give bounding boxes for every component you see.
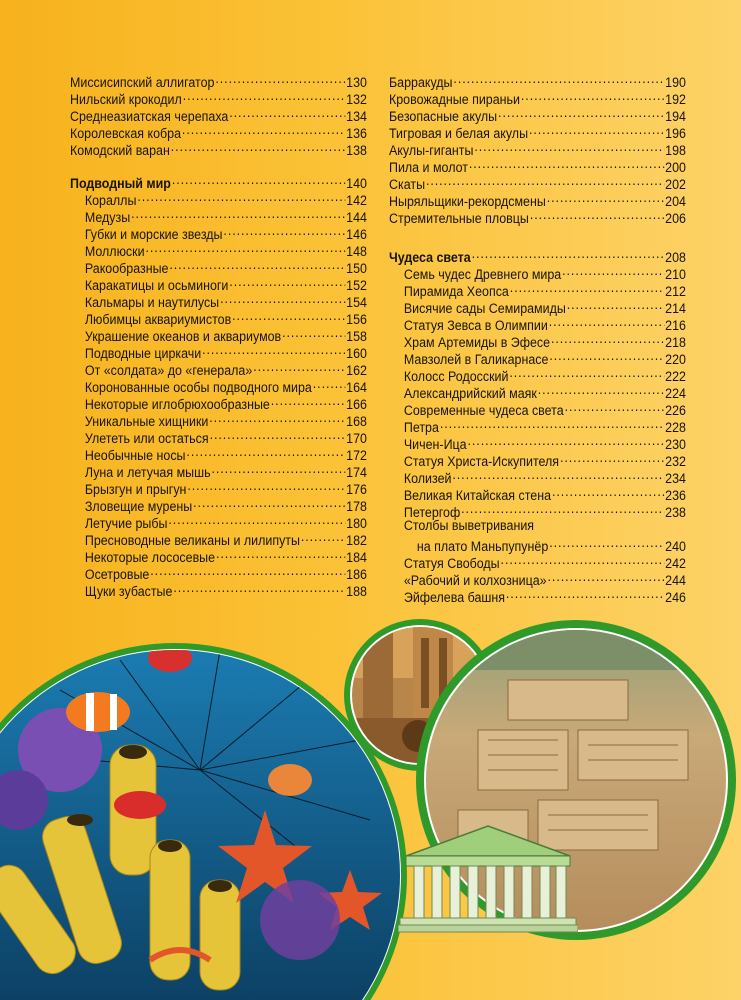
page-number: 142	[346, 193, 367, 208]
entry-title: Нильский крокодил	[70, 92, 182, 107]
page-number: 220	[665, 352, 686, 367]
page-number: 222	[665, 369, 686, 384]
toc-entry[interactable]	[70, 138, 367, 158]
entry-title: Губки и морские звезды	[84, 227, 223, 242]
dot-leader	[137, 188, 345, 205]
page-number: 154	[346, 295, 367, 310]
entry-title: Некоторые иглобрюхообразные	[84, 397, 270, 412]
dot-leader	[193, 494, 345, 511]
entry-title: Пирамида Хеопса	[403, 284, 509, 299]
dot-leader	[202, 341, 345, 358]
entry-title: «Рабочий и колхозница»	[403, 573, 547, 588]
page-number: 216	[665, 318, 686, 333]
dot-leader	[440, 415, 664, 432]
entry-title: Эйфелева башня	[403, 590, 505, 605]
dot-leader	[498, 104, 664, 121]
entry-title: Украшение океанов и аквариумов	[84, 329, 282, 344]
entry-title: Александрийский маяк	[403, 386, 537, 401]
section-entry[interactable]	[389, 245, 686, 265]
toc-entry[interactable]	[70, 392, 367, 412]
toc-entry[interactable]	[389, 279, 686, 299]
toc-entry[interactable]	[389, 398, 686, 418]
entry-title: Статуя Христа-Искупителя	[403, 454, 560, 469]
entry-title: Висячие сады Семирамиды	[403, 301, 566, 316]
page-number: 162	[346, 363, 367, 378]
page-number: 192	[665, 92, 686, 107]
page-number: 180	[346, 516, 367, 531]
dot-leader	[271, 392, 345, 409]
entry-title: Подводные циркачи	[84, 346, 202, 361]
page-number: 244	[665, 573, 686, 588]
dot-leader	[183, 87, 345, 104]
toc-entry[interactable]	[70, 205, 367, 225]
dot-leader	[501, 551, 665, 568]
dot-leader	[313, 375, 345, 392]
toc-entry[interactable]	[389, 568, 686, 588]
page-number: 178	[346, 499, 367, 514]
contents-right-column	[389, 70, 686, 605]
entry-title: Статуя Свободы	[403, 556, 500, 571]
page-number: 160	[346, 346, 367, 361]
dot-leader	[452, 466, 664, 483]
dot-leader	[232, 307, 345, 324]
dot-leader	[538, 381, 664, 398]
dot-leader	[548, 568, 665, 585]
page-number: 188	[346, 584, 367, 599]
section-entry[interactable]	[70, 171, 367, 191]
dot-leader	[220, 290, 345, 307]
entry-title: Необычные носы	[84, 448, 186, 463]
toc-entry[interactable]	[389, 483, 686, 503]
dot-leader	[210, 426, 346, 443]
dot-leader	[565, 398, 665, 415]
toc-entry[interactable]	[389, 206, 686, 226]
temple-illustration	[398, 818, 578, 933]
toc-entry[interactable]	[70, 222, 367, 242]
page-number: 130	[346, 75, 367, 90]
entry-title: Колизей	[403, 471, 452, 486]
entry-title: Петергоф	[403, 505, 461, 520]
entry-title: Великая Китайская стена	[403, 488, 552, 503]
entry-title: Осетровые	[84, 567, 150, 582]
entry-title: Статуя Зевса в Олимпии	[403, 318, 548, 333]
entry-title: Медузы	[84, 210, 131, 225]
page-number: 148	[346, 244, 367, 259]
entry-title: Пресноводные великаны и лилипуты	[84, 533, 300, 548]
entry-title: Кровожадные пираньи	[389, 92, 520, 107]
toc-entry[interactable]	[70, 511, 367, 531]
dot-leader	[562, 262, 664, 279]
section-title: Подводный мир	[70, 176, 171, 191]
entry-title: Щуки зубастые	[84, 584, 173, 599]
toc-entry[interactable]	[70, 70, 367, 90]
page-number: 190	[665, 75, 686, 90]
page-number: 156	[346, 312, 367, 327]
dot-leader	[131, 205, 345, 222]
dot-leader	[173, 579, 345, 596]
entry-title: Уникальные хищники	[84, 414, 209, 429]
page-number: 158	[346, 329, 367, 344]
toc-entry[interactable]	[70, 121, 367, 141]
dot-leader	[549, 347, 664, 364]
entry-title: Каракатицы и осьминоги	[84, 278, 229, 293]
toc-entry[interactable]	[389, 87, 686, 107]
toc-entry[interactable]	[70, 562, 367, 582]
page-number: 138	[346, 143, 367, 158]
toc-entry[interactable]	[389, 347, 686, 367]
section-title: Чудеса света	[389, 250, 471, 265]
dot-leader	[150, 562, 345, 579]
toc-entry[interactable]	[70, 256, 367, 276]
dot-leader	[549, 534, 664, 551]
toc-entry[interactable]	[70, 375, 367, 395]
entry-title: Любимцы аквариумистов	[84, 312, 232, 327]
page-number: 150	[346, 261, 367, 276]
page-number: 208	[665, 250, 686, 265]
entry-title: Луна и летучая мышь	[84, 465, 211, 480]
page-number: 136	[346, 126, 367, 141]
entry-title: Пила и молот	[389, 160, 468, 175]
page-number: 132	[346, 92, 367, 107]
toc-entry[interactable]	[70, 188, 367, 208]
entry-title: Петра	[403, 420, 439, 435]
dot-leader	[223, 222, 345, 239]
entry-title: Безопасные акулы	[389, 109, 498, 124]
dot-leader	[552, 483, 664, 500]
page-number: 202	[665, 177, 686, 192]
page-number: 246	[665, 590, 686, 605]
entry-title: Кальмары и наутилусы	[84, 295, 220, 310]
page-number: 134	[346, 109, 367, 124]
entry-title: Скаты	[389, 177, 426, 192]
entry-title: Тигровая и белая акулы	[389, 126, 529, 141]
toc-entry[interactable]	[389, 432, 686, 452]
page-number: 196	[665, 126, 686, 141]
toc-entry[interactable]	[389, 330, 686, 350]
entry-title: Колосс Родосский	[403, 369, 509, 384]
dot-leader	[145, 239, 345, 256]
dot-leader	[468, 432, 665, 449]
toc-entry[interactable]	[389, 415, 686, 435]
toc-entry[interactable]	[70, 87, 367, 107]
entry-title: Чичен-Ица	[403, 437, 467, 452]
entry-title: Некоторые лососевые	[84, 550, 216, 565]
dot-leader	[530, 206, 664, 223]
page-number: 146	[346, 227, 367, 242]
entry-title: Улететь или остаться	[84, 431, 209, 446]
dot-leader	[186, 443, 345, 460]
dot-leader	[301, 528, 345, 545]
page-number: 174	[346, 465, 367, 480]
page-number: 234	[665, 471, 686, 486]
entry-title: Моллюски	[84, 244, 145, 259]
dot-leader	[187, 477, 345, 494]
page-number: 152	[346, 278, 367, 293]
page-number: 166	[346, 397, 367, 412]
dot-leader	[509, 364, 664, 381]
dot-leader	[171, 138, 345, 155]
dot-leader	[182, 121, 345, 138]
toc-entry[interactable]	[389, 138, 686, 158]
toc-entry-multiline[interactable]	[389, 517, 686, 534]
dot-leader	[474, 138, 664, 155]
dot-leader	[426, 172, 664, 189]
page-number: 198	[665, 143, 686, 158]
page-number: 214	[665, 301, 686, 316]
toc-entry[interactable]	[70, 426, 367, 446]
page-number: 238	[665, 505, 686, 520]
entry-title: Акулы-гиганты	[389, 143, 474, 158]
toc-entry[interactable]	[70, 528, 367, 548]
entry-title: Миссисипский аллигатор	[70, 75, 215, 90]
entry-title: Мавзолей в Галикарнасе	[403, 352, 549, 367]
entry-title: Ракообразные	[84, 261, 169, 276]
page-number: 210	[665, 267, 686, 282]
page-number: 184	[346, 550, 367, 565]
page-number: 232	[665, 454, 686, 469]
page-number: 206	[665, 211, 686, 226]
dot-leader	[172, 171, 345, 188]
toc-entry[interactable]	[70, 460, 367, 480]
dot-leader	[253, 358, 345, 375]
dot-leader	[506, 585, 664, 602]
dot-leader	[521, 87, 664, 104]
page-number: 164	[346, 380, 367, 395]
dot-leader	[216, 545, 345, 562]
dot-leader	[453, 70, 664, 87]
page-number: 242	[665, 556, 686, 571]
entry-title: Королевская кобра	[70, 126, 182, 141]
entry-title: Летучие рыбы	[84, 516, 168, 531]
entry-title: Комодский варан	[70, 143, 170, 158]
entry-title: Храм Артемиды в Эфесе	[403, 335, 551, 350]
dot-leader	[209, 409, 345, 426]
entry-title: Коронованные особы подводного мира	[84, 380, 312, 395]
clownfish	[66, 692, 130, 732]
dot-leader	[551, 330, 664, 347]
page-number: 200	[665, 160, 686, 175]
page-number: 228	[665, 420, 686, 435]
entry-title: Брызгун и прыгун	[84, 482, 187, 497]
toc-entry[interactable]	[389, 262, 686, 282]
toc-entry[interactable]	[389, 381, 686, 401]
page-number: 186	[346, 567, 367, 582]
dot-leader	[169, 256, 345, 273]
page-number: 218	[665, 335, 686, 350]
toc-entry[interactable]	[389, 296, 686, 316]
dot-leader	[461, 500, 664, 517]
toc-entry[interactable]	[70, 443, 367, 463]
toc-entry[interactable]	[389, 70, 686, 90]
dot-leader	[229, 273, 345, 290]
toc-entry[interactable]	[389, 466, 686, 486]
entry-title: Барракуды	[389, 75, 453, 90]
entry-title: Семь чудес Древнего мира	[403, 267, 562, 282]
page-number: 168	[346, 414, 367, 429]
dot-leader	[472, 245, 665, 262]
toc-entry[interactable]	[389, 121, 686, 141]
toc-entry[interactable]	[389, 585, 686, 605]
page-number: 236	[665, 488, 686, 503]
toc-entry[interactable]	[389, 172, 686, 192]
toc-entry[interactable]	[70, 324, 367, 344]
toc-entry[interactable]	[70, 477, 367, 497]
entry-title: Стремительные пловцы	[389, 211, 529, 226]
page-number: 194	[665, 109, 686, 124]
toc-entry[interactable]	[389, 364, 686, 384]
page-number: 230	[665, 437, 686, 452]
page-number: 212	[665, 284, 686, 299]
page-number: 182	[346, 533, 367, 548]
toc-entry-multiline-cont[interactable]	[389, 534, 686, 554]
page-number: 172	[346, 448, 367, 463]
page-number: 170	[346, 431, 367, 446]
toc-entry[interactable]	[389, 155, 686, 175]
toc-entry[interactable]	[389, 500, 686, 520]
dot-leader	[229, 104, 345, 121]
toc-entry[interactable]	[70, 307, 367, 327]
page-number: 224	[665, 386, 686, 401]
toc-entry[interactable]	[70, 290, 367, 310]
dot-leader	[211, 460, 345, 477]
toc-entry[interactable]	[70, 579, 367, 599]
dot-leader	[549, 313, 664, 330]
contents-left-column	[70, 70, 367, 599]
page-number: 140	[346, 176, 367, 191]
dot-leader	[529, 121, 664, 138]
page-number: 176	[346, 482, 367, 497]
toc-entry[interactable]	[70, 409, 367, 429]
toc-entry[interactable]	[70, 341, 367, 361]
entry-title: Ныряльщики-рекордсмены	[389, 194, 546, 209]
toc-entry[interactable]	[70, 545, 367, 565]
entry-title-line2: на плато Маньпупунёр	[416, 539, 549, 554]
entry-title: Кораллы	[84, 193, 137, 208]
toc-entry[interactable]	[389, 551, 686, 571]
dot-leader	[567, 296, 664, 313]
toc-entry[interactable]	[70, 239, 367, 259]
toc-entry[interactable]	[389, 189, 686, 209]
page-number: 240	[665, 539, 686, 554]
toc-entry[interactable]	[70, 273, 367, 293]
toc-entry[interactable]	[70, 494, 367, 514]
dot-leader	[469, 155, 664, 172]
dot-leader	[282, 324, 345, 341]
toc-entry[interactable]	[70, 104, 367, 124]
entry-title: Среднеазиатская черепаха	[70, 109, 229, 124]
page-number: 226	[665, 403, 686, 418]
toc-entry[interactable]	[389, 313, 686, 333]
entry-title: От «солдата» до «генерала»	[84, 363, 253, 378]
entry-title: Зловещие мурены	[84, 499, 193, 514]
dot-leader	[510, 279, 664, 296]
entry-title: Современные чудеса света	[403, 403, 564, 418]
dot-leader	[215, 70, 345, 87]
page-number: 204	[665, 194, 686, 209]
toc-entry[interactable]	[389, 104, 686, 124]
page-number: 144	[346, 210, 367, 225]
tropical-fish	[268, 764, 312, 796]
dot-leader	[168, 511, 345, 528]
toc-entry[interactable]	[70, 358, 367, 378]
toc-entry[interactable]	[389, 449, 686, 469]
entry-title-line1: Столбы выветривания	[403, 518, 535, 533]
dot-leader	[560, 449, 664, 466]
dot-leader	[547, 189, 664, 206]
